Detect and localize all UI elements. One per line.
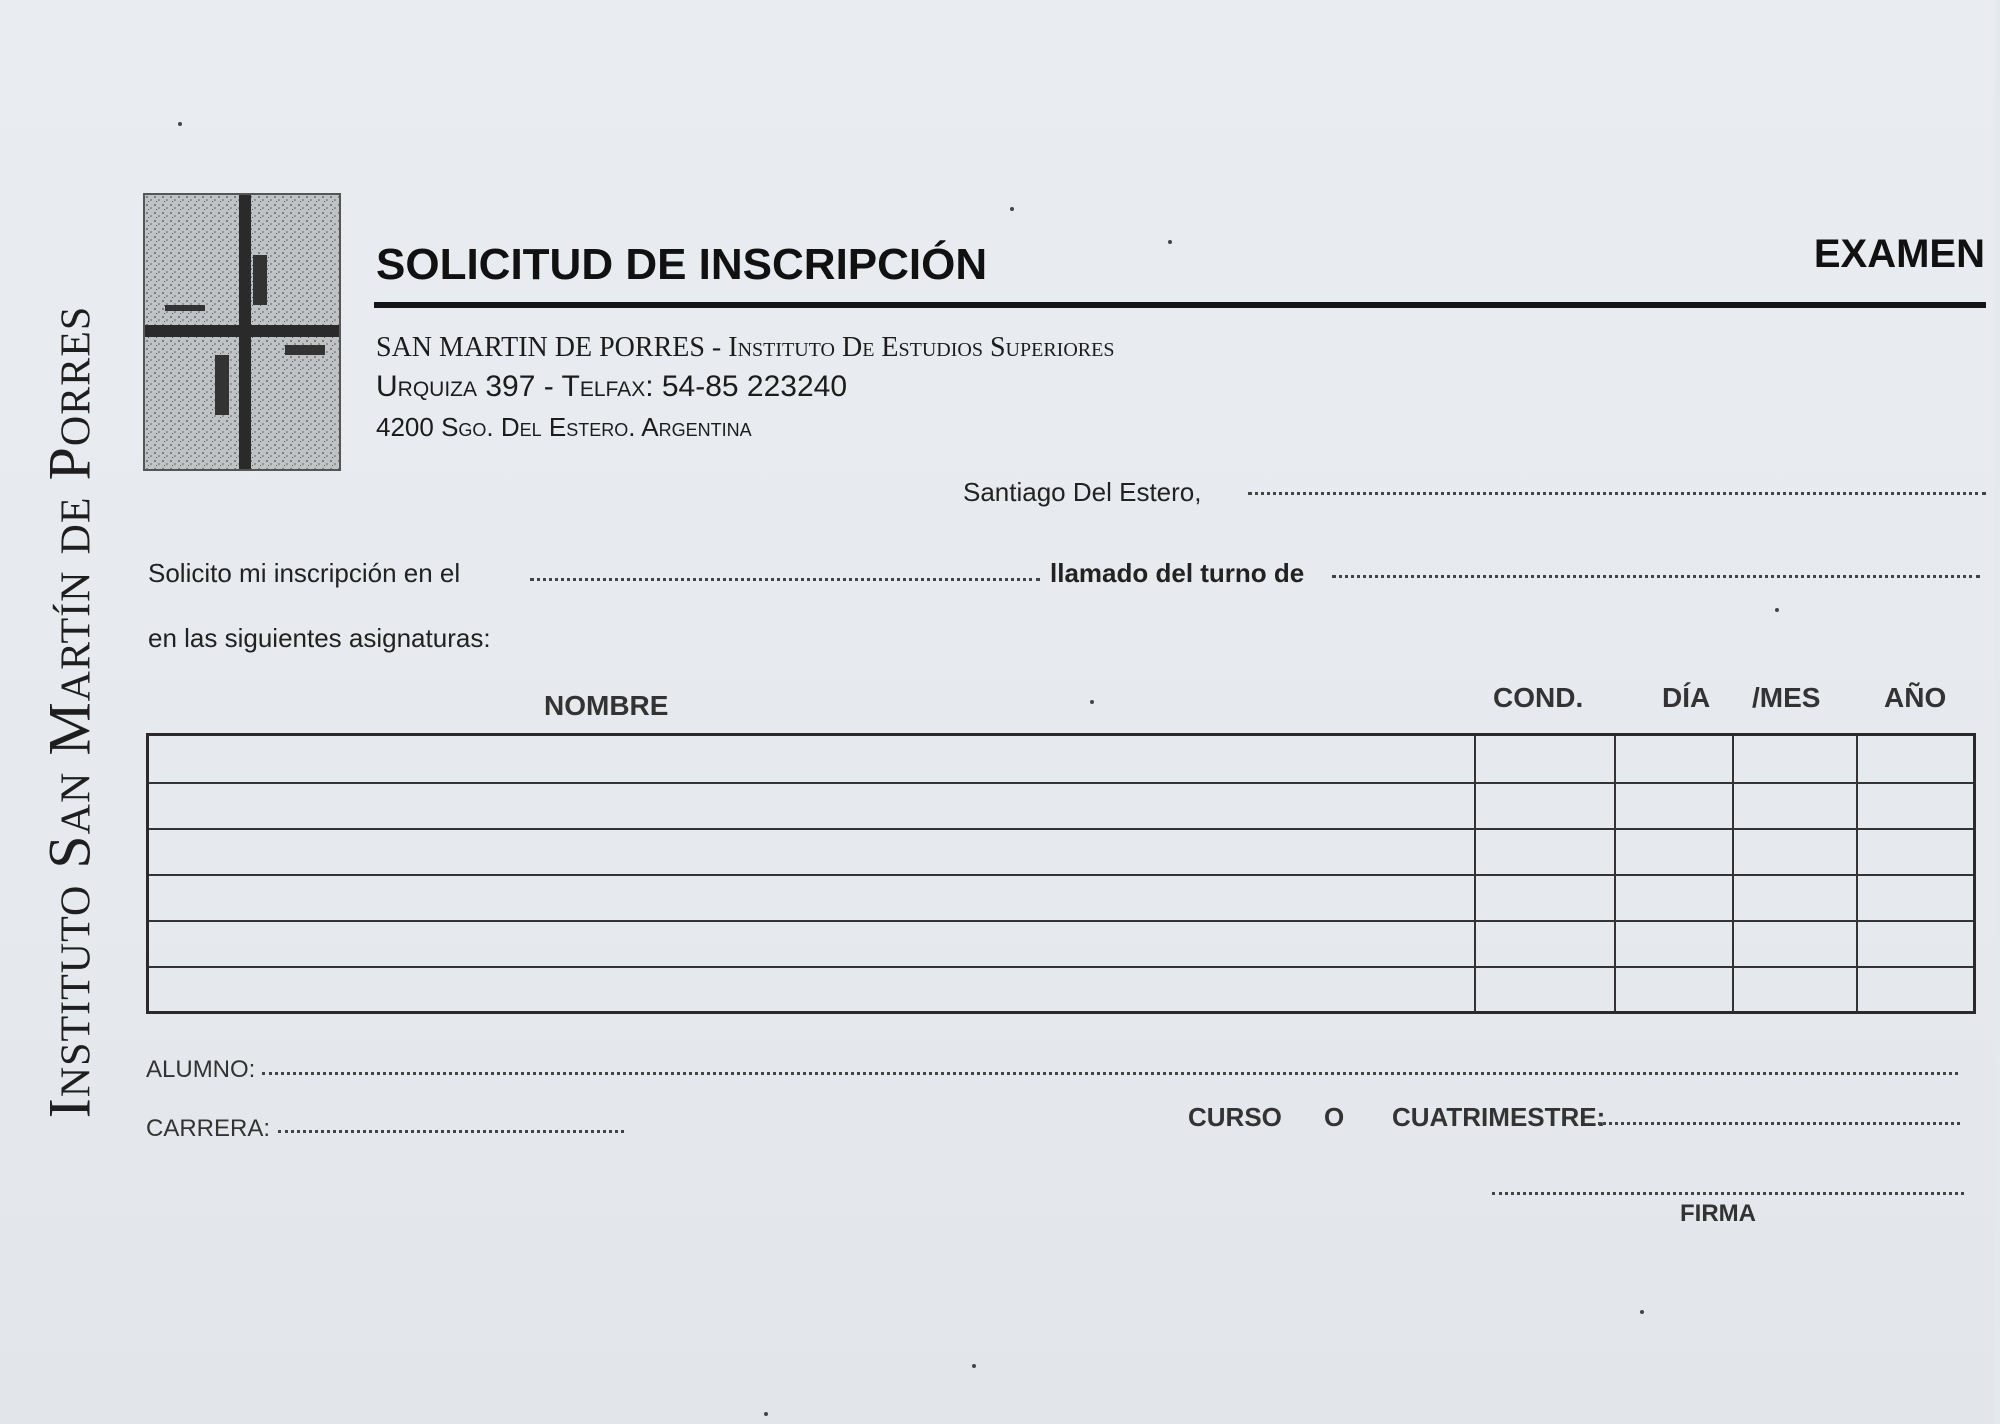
paper-speck: [1010, 207, 1014, 211]
curso-label: CURSO: [1188, 1102, 1282, 1132]
subjects-table: [146, 733, 1976, 1014]
carrera-label: CARRERA:: [146, 1115, 271, 1142]
table-col-divider: [1474, 736, 1476, 1011]
city-line: 4200 Sgo. Del Estero. Argentina: [376, 412, 752, 442]
table-row-divider: [149, 828, 1973, 830]
paper-speck: [1168, 240, 1172, 244]
address-line: Urquiza 397 - Telfax: 54-85 223240: [376, 370, 848, 403]
or-label: O: [1324, 1102, 1345, 1132]
signature-field[interactable]: [1492, 1192, 1964, 1195]
call-number-field[interactable]: [530, 578, 1040, 581]
col-header-mes: /MES: [1752, 682, 1821, 713]
carrera-field[interactable]: [278, 1130, 624, 1133]
paper-speck: [1090, 700, 1094, 704]
cross-emblem-icon: [145, 195, 341, 471]
table-row-divider: [149, 920, 1973, 922]
paper-speck: [178, 122, 182, 126]
institution-subtitle: - Instituto De Estudios Superiores: [711, 332, 1115, 363]
paper-speck: [764, 1412, 768, 1416]
table-row-divider: [149, 874, 1973, 876]
paper-speck: [972, 1364, 976, 1368]
form-type-label: EXAMEN: [1813, 232, 1985, 276]
table-row-divider: [149, 782, 1973, 784]
table-col-divider: [1732, 736, 1734, 1011]
place-label: Santiago Del Estero,: [963, 477, 1202, 507]
col-header-anio: AÑO: [1884, 682, 1947, 713]
alumno-label: ALUMNO:: [146, 1056, 256, 1083]
institution-logo: [143, 193, 341, 471]
paper-speck: [1775, 608, 1779, 612]
subjects-label: en las siguientes asignaturas:: [148, 623, 491, 653]
request-label: Solicito mi inscripción en el: [148, 558, 461, 588]
institution-line: [376, 332, 1114, 364]
cuatrimestre-label: CUATRIMESTRE:: [1392, 1102, 1606, 1132]
course-field[interactable]: [1598, 1122, 1960, 1125]
table-col-divider: [1614, 736, 1616, 1011]
col-header-dia: DÍA: [1662, 682, 1711, 713]
paper-speck: [1640, 1310, 1644, 1314]
side-institution-name: Instituto San Martín de Porres: [36, 305, 103, 1119]
alumno-field[interactable]: [262, 1072, 1958, 1075]
table-col-divider: [1856, 736, 1858, 1011]
col-header-nombre: NOMBRE: [544, 690, 669, 721]
header-rule: [374, 302, 1986, 308]
form-title: SOLICITUD DE INSCRIPCIÓN: [376, 240, 988, 289]
date-field[interactable]: [1248, 492, 1986, 495]
institution-name: SAN MARTIN DE PORRES: [376, 332, 705, 363]
turn-field[interactable]: [1332, 575, 1980, 578]
llamado-label: llamado del turno de: [1050, 558, 1305, 588]
firma-label: FIRMA: [1680, 1200, 1756, 1227]
col-header-cond: COND.: [1493, 682, 1584, 713]
table-row-divider: [149, 966, 1973, 968]
